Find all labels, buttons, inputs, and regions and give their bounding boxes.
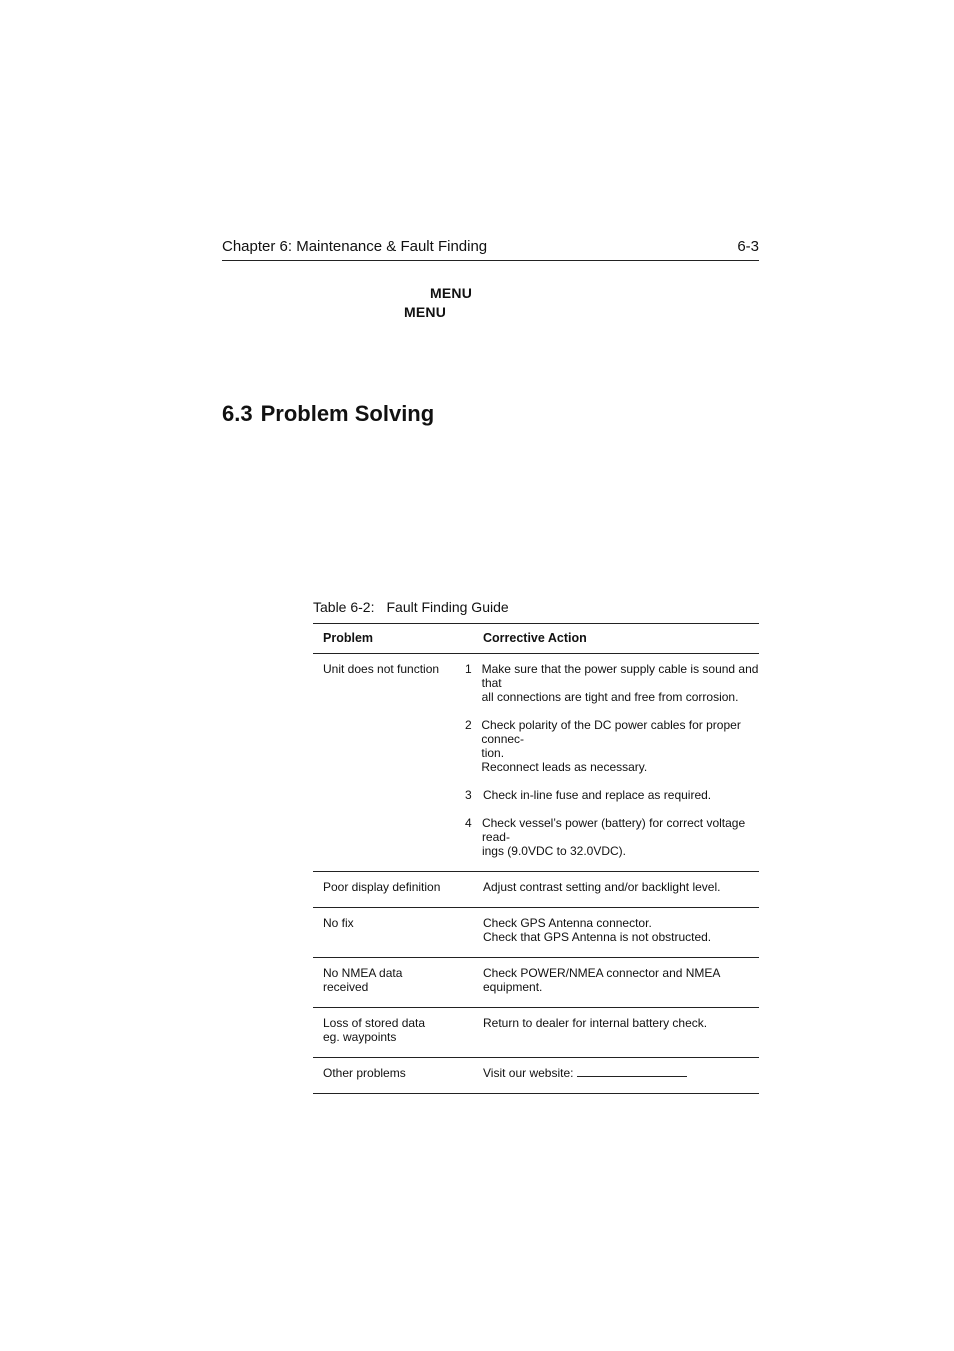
problem-text: No NMEA data: [323, 966, 403, 980]
action-text: Adjust contrast setting and/or backlight level.: [483, 880, 721, 894]
action-cell: [483, 1008, 759, 1058]
table-header-row: [313, 624, 759, 654]
problem-text: eg. waypoints: [323, 1030, 397, 1044]
action-text: Return to dealer for internal battery check.: [483, 1016, 708, 1030]
action-step: [465, 788, 759, 802]
header-corrective-action: Corrective Action: [483, 624, 759, 654]
problem-cell: [313, 872, 483, 908]
menu-key-label: MENU: [430, 285, 473, 301]
step-number: 2: [465, 718, 472, 732]
problem-text: No fix: [323, 916, 354, 930]
problem-text: Loss of stored data: [323, 1016, 426, 1030]
step-number: 1: [465, 662, 472, 676]
table-caption-title: Fault Finding Guide: [386, 599, 509, 615]
table-row: [313, 958, 759, 1008]
step-number: 3: [465, 788, 472, 802]
step-text: all connections are tight and free from corrosion.: [481, 690, 739, 704]
action-cell: [465, 654, 759, 872]
table-row: [313, 1008, 759, 1058]
action-cell: [483, 908, 759, 958]
action-cell: [483, 872, 759, 908]
header-problem: Problem: [313, 624, 483, 654]
step-text: Check polarity of the DC power cables for proper connec-: [481, 718, 741, 746]
table-row: [313, 654, 759, 872]
step-text: Check vessel’s power (battery) for correct voltage read-: [481, 816, 746, 844]
table-caption: [313, 598, 509, 616]
problem-text: Poor display definition: [323, 880, 441, 894]
step-number: 4: [465, 816, 472, 830]
action-step: [465, 816, 759, 858]
step-text: Reconnect leads as necessary.: [481, 760, 648, 774]
step-text: Make sure that the power supply cable is sound and that: [481, 662, 759, 690]
action-step: [465, 718, 759, 774]
menu-key-label: MENU: [404, 304, 447, 320]
problem-cell: [313, 1058, 483, 1094]
step-text: ings (9.0VDC to 32.0VDC).: [481, 844, 626, 858]
action-text: Check GPS Antenna connector.: [483, 916, 652, 930]
section-title-text: Problem Solving: [260, 401, 435, 426]
running-header: [222, 237, 759, 261]
table-caption-label: Table 6-2:: [313, 599, 375, 615]
table-row: [313, 1058, 759, 1094]
problem-cell: [313, 908, 483, 958]
problem-text: Other problems: [323, 1066, 406, 1080]
action-text: Check POWER/NMEA connector and NMEA equipment.: [483, 966, 720, 994]
section-heading: [222, 400, 434, 428]
action-cell: [483, 1058, 759, 1094]
action-steps: [465, 662, 759, 858]
problem-cell: [313, 654, 483, 872]
problem-cell: [313, 958, 483, 1008]
chapter-title: Chapter 6: Maintenance & Fault Finding: [222, 238, 488, 255]
action-cell: [483, 958, 759, 1008]
action-text: Check that GPS Antenna is not obstructed.: [483, 930, 712, 944]
problem-cell: [313, 1008, 483, 1058]
action-text: Visit our website:: [483, 1066, 574, 1080]
section-number: 6.3: [222, 401, 253, 426]
page-number: 6-3: [737, 238, 759, 255]
step-text: tion.: [481, 746, 505, 760]
problem-text: received: [323, 980, 369, 994]
action-step: [465, 662, 759, 704]
step-text: Check in-line fuse and replace as required.: [483, 788, 712, 802]
website-link-blank[interactable]: [577, 1066, 687, 1077]
table-row: [313, 872, 759, 908]
table-row: [313, 908, 759, 958]
fault-finding-table: [313, 623, 759, 1094]
problem-text: Unit does not function: [323, 662, 440, 676]
